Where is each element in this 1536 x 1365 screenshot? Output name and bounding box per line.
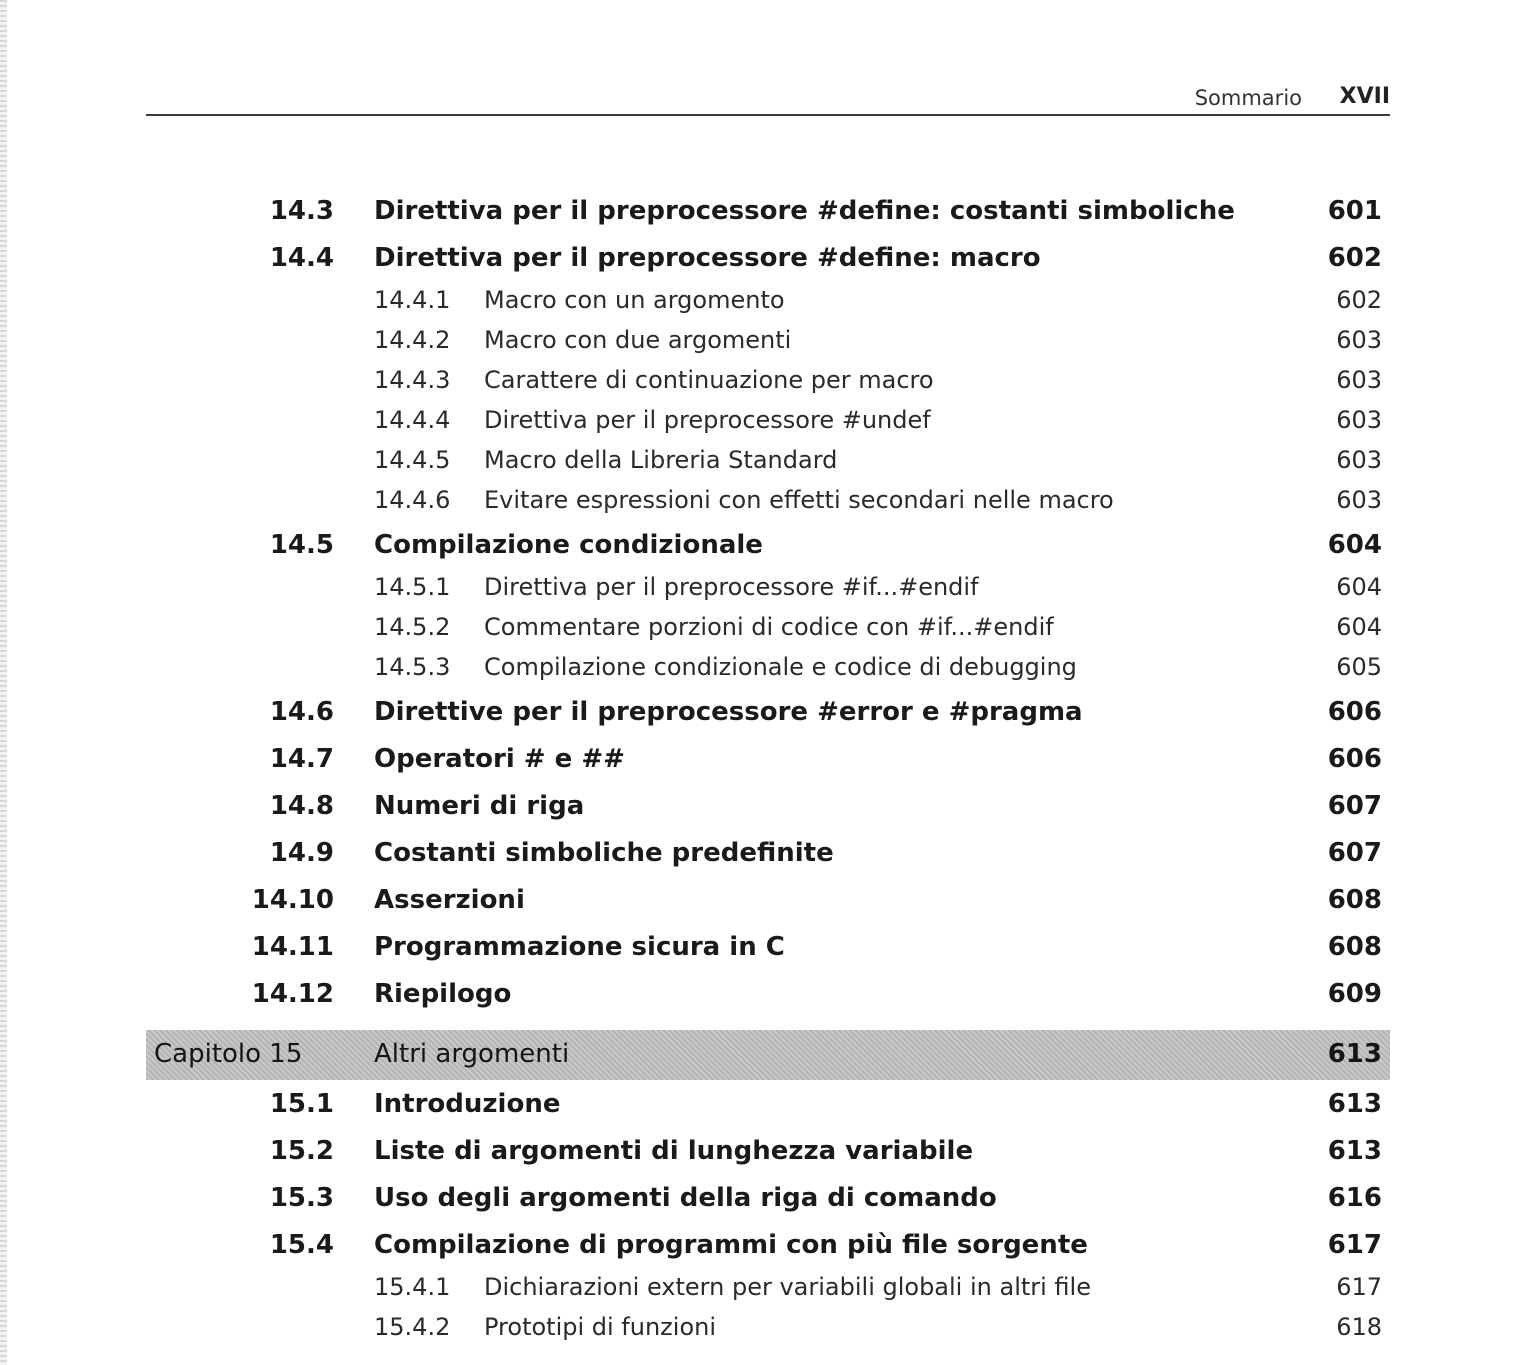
toc-entry-title: Direttiva per il preprocessore #undef <box>484 406 931 434</box>
chapter-band <box>146 1030 1390 1080</box>
toc-entry-page: 608 <box>1327 885 1382 915</box>
page-header <box>146 84 1390 116</box>
toc-entry-number: 15.4.2 <box>374 1313 451 1341</box>
toc-subsection-row <box>0 446 1536 486</box>
toc-section-row <box>0 1179 1536 1226</box>
toc-entry-number: 15.1 <box>269 1089 334 1119</box>
toc-entry-page: 603 <box>1336 366 1382 394</box>
toc-section-row <box>0 928 1536 975</box>
toc-subsection-row <box>0 573 1536 613</box>
table-of-contents <box>0 192 1536 1353</box>
toc-entry-title: Macro della Libreria Standard <box>484 446 838 474</box>
toc-entry-title: Programmazione sicura in C <box>374 932 785 962</box>
toc-subsection-row <box>0 486 1536 526</box>
toc-entry-number: 14.5 <box>269 530 334 560</box>
toc-subsection-row <box>0 366 1536 406</box>
toc-entry-number: 14.4.3 <box>374 366 451 394</box>
toc-entry-page: 603 <box>1336 326 1382 354</box>
toc-entry-page: 618 <box>1336 1313 1382 1341</box>
toc-section-row <box>0 881 1536 928</box>
toc-subsection-row <box>0 653 1536 693</box>
toc-entry-number: 14.4.1 <box>374 286 451 314</box>
toc-entry-title: Altri argomenti <box>374 1039 570 1069</box>
toc-entry-page: 604 <box>1336 613 1382 641</box>
running-title: Sommario <box>1194 86 1302 110</box>
toc-entry-number: 15.3 <box>269 1183 334 1213</box>
toc-entry-number: 14.10 <box>251 885 334 915</box>
toc-entry-title: Prototipi di funzioni <box>484 1313 717 1341</box>
toc-section-row <box>0 192 1536 239</box>
toc-section-row <box>0 740 1536 787</box>
toc-entry-number: 15.4.1 <box>374 1273 451 1301</box>
toc-entry-page: 617 <box>1327 1230 1382 1260</box>
toc-entry-page: 601 <box>1327 196 1382 226</box>
toc-entry-number: 14.3 <box>269 196 334 226</box>
toc-entry-page: 608 <box>1327 932 1382 962</box>
toc-entry-title: Direttiva per il preprocessore #if...#endif <box>484 573 979 601</box>
toc-entry-number: 15.2 <box>269 1136 334 1166</box>
toc-entry-title: Uso degli argomenti della riga di comando <box>374 1183 997 1213</box>
toc-entry-page: 616 <box>1327 1183 1382 1213</box>
toc-entry-number: 14.5.1 <box>374 573 451 601</box>
toc-entry-title: Direttiva per il preprocessore #define: costanti simboliche <box>374 196 1235 226</box>
toc-section-row <box>0 975 1536 1022</box>
toc-subsection-row <box>0 1273 1536 1313</box>
toc-entry-title: Direttiva per il preprocessore #define: macro <box>374 243 1041 273</box>
toc-entry-title: Asserzioni <box>374 885 525 915</box>
toc-section-row <box>0 834 1536 881</box>
toc-entry-page: 613 <box>1327 1089 1382 1119</box>
toc-entry-page: 609 <box>1327 979 1382 1009</box>
toc-entry-number: 14.4.6 <box>374 486 451 514</box>
toc-entry-number: 14.5.3 <box>374 653 451 681</box>
page-number: XVII <box>1339 84 1390 109</box>
toc-entry-number: 14.11 <box>251 932 334 962</box>
toc-entry-title: Operatori # e ## <box>374 744 625 774</box>
toc-section-row <box>0 787 1536 834</box>
toc-subsection-row <box>0 1313 1536 1353</box>
toc-subsection-row <box>0 286 1536 326</box>
toc-entry-page: 604 <box>1336 573 1382 601</box>
toc-section-row <box>0 693 1536 740</box>
toc-chapter-row <box>0 1030 1536 1084</box>
toc-entry-page: 603 <box>1336 406 1382 434</box>
toc-subsection-row <box>0 613 1536 653</box>
toc-entry-number: 14.4.5 <box>374 446 451 474</box>
toc-entry-number: 15.4 <box>269 1230 334 1260</box>
toc-entry-page: 604 <box>1327 530 1382 560</box>
toc-entry-title: Compilazione condizionale <box>374 530 763 560</box>
toc-entry-page: 606 <box>1327 744 1382 774</box>
toc-entry-title: Commentare porzioni di codice con #if...#endif <box>484 613 1054 641</box>
toc-entry-title: Introduzione <box>374 1089 561 1119</box>
toc-entry-title: Macro con un argomento <box>484 286 785 314</box>
toc-entry-title: Evitare espressioni con effetti secondari nelle macro <box>484 486 1114 514</box>
toc-entry-title: Riepilogo <box>374 979 512 1009</box>
toc-entry-number: 14.4 <box>269 243 334 273</box>
toc-subsection-row <box>0 326 1536 366</box>
toc-entry-page: 603 <box>1336 486 1382 514</box>
toc-entry-title: Liste di argomenti di lunghezza variabile <box>374 1136 974 1166</box>
toc-entry-page: 607 <box>1327 791 1382 821</box>
toc-entry-number: 14.12 <box>251 979 334 1009</box>
toc-entry-number: 14.4.4 <box>374 406 451 434</box>
toc-entry-page: 606 <box>1327 697 1382 727</box>
toc-section-row <box>0 1226 1536 1273</box>
toc-subsection-row <box>0 406 1536 446</box>
toc-entry-title: Compilazione di programmi con più file sorgente <box>374 1230 1088 1260</box>
toc-entry-number: 14.8 <box>269 791 334 821</box>
toc-entry-title: Numeri di riga <box>374 791 585 821</box>
toc-entry-page: 602 <box>1327 243 1382 273</box>
toc-entry-page: 607 <box>1327 838 1382 868</box>
toc-section-row <box>0 526 1536 573</box>
toc-entry-page: 605 <box>1336 653 1382 681</box>
toc-entry-page: 603 <box>1336 446 1382 474</box>
toc-entry-title: Dichiarazioni extern per variabili globali in altri file <box>484 1273 1091 1301</box>
toc-entry-title: Macro con due argomenti <box>484 326 792 354</box>
toc-entry-number: 14.6 <box>269 697 334 727</box>
toc-section-row <box>0 1132 1536 1179</box>
toc-entry-number: 14.5.2 <box>374 613 451 641</box>
toc-entry-number: Capitolo 15 <box>154 1039 303 1069</box>
toc-entry-page: 613 <box>1327 1039 1382 1069</box>
toc-entry-number: 14.4.2 <box>374 326 451 354</box>
toc-entry-page: 602 <box>1336 286 1382 314</box>
toc-section-row <box>0 239 1536 286</box>
toc-entry-title: Costanti simboliche predefinite <box>374 838 834 868</box>
toc-entry-title: Direttive per il preprocessore #error e #pragma <box>374 697 1083 727</box>
toc-entry-number: 14.9 <box>269 838 334 868</box>
toc-entry-page: 613 <box>1327 1136 1382 1166</box>
toc-section-row <box>0 1085 1536 1132</box>
toc-entry-page: 617 <box>1336 1273 1382 1301</box>
toc-entry-number: 14.7 <box>269 744 334 774</box>
toc-entry-title: Compilazione condizionale e codice di debugging <box>484 653 1077 681</box>
toc-entry-title: Carattere di continuazione per macro <box>484 366 934 394</box>
